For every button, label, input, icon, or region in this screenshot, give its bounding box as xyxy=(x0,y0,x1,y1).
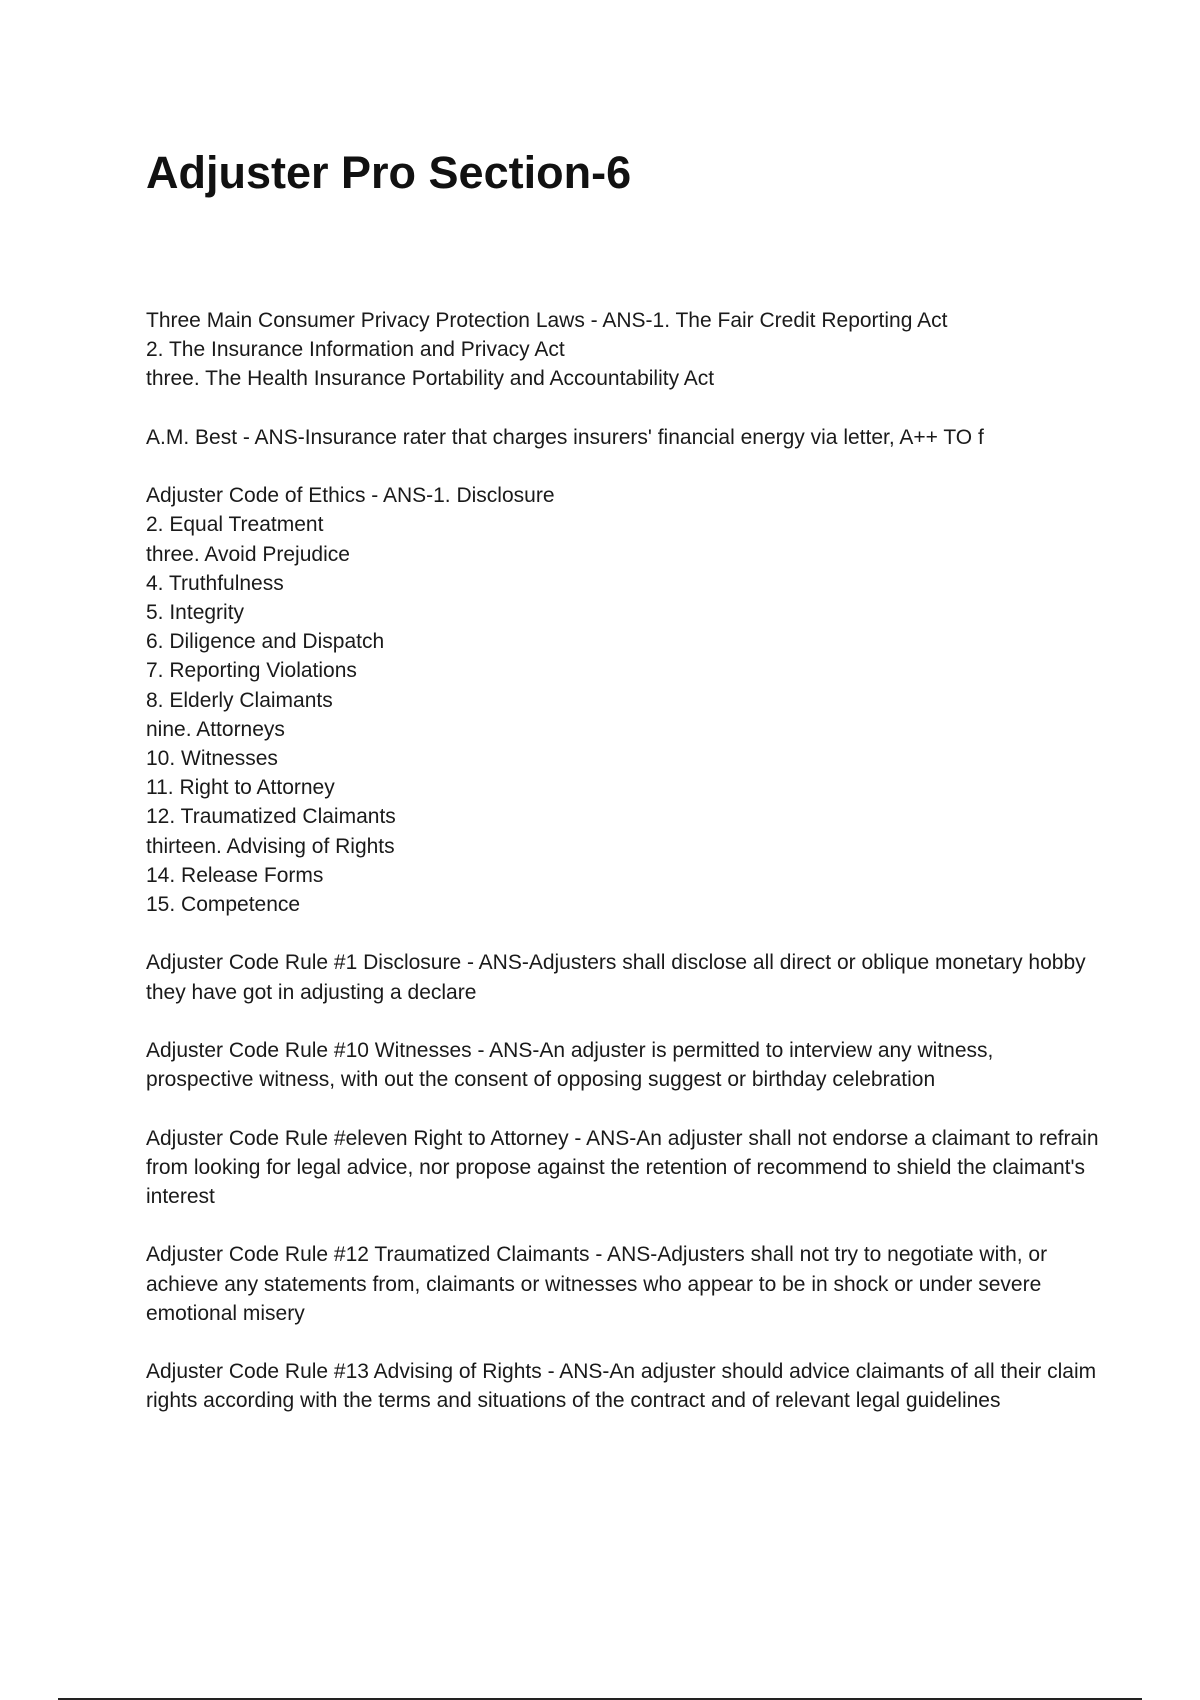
code-of-ethics-entry xyxy=(146,481,1106,919)
list-item: 14. Release Forms xyxy=(146,863,324,887)
list-item: 10. Witnesses xyxy=(146,747,278,771)
rule-10-entry xyxy=(146,1036,1106,1094)
entry-line: 2. The Insurance Information and Privacy Act xyxy=(146,338,565,362)
list-item: 2. Equal Treatment xyxy=(146,513,324,537)
entry-line: A.M. Best - ANS-Insurance rater that charges insurers' financial energy via letter, A++ TO f xyxy=(146,425,984,449)
am-best-entry xyxy=(146,423,1106,452)
list-item: three. Avoid Prejudice xyxy=(146,542,350,566)
document-body xyxy=(146,306,1106,1445)
rule-text: Adjuster Code Rule #13 Advising of Rights - ANS-An adjuster should advice claimants of all their claim rights according with the terms and situations of the contract and of relevant legal guidelines xyxy=(146,1360,1097,1413)
list-item: 5. Integrity xyxy=(146,601,245,624)
entry-line: Three Main Consumer Privacy Protection Laws - ANS-1. The Fair Credit Reporting Act xyxy=(146,309,948,332)
page-title: Adjuster Pro Section-6 xyxy=(146,147,632,198)
list-item: 7. Reporting Violations xyxy=(146,659,357,683)
rule-text: Adjuster Code Rule #12 Traumatized Claimants - ANS-Adjusters shall not try to negotiate with, or achieve any statements from, claimants or witnesses who appear to be in shock or under severe emotional misery xyxy=(146,1243,1048,1325)
list-item: 11. Right to Attorney xyxy=(146,776,335,800)
list-item: 12. Traumatized Claimants xyxy=(146,805,396,829)
rule-text: Adjuster Code Rule #1 Disclosure - ANS-Adjusters shall disclose all direct or oblique monetary hobby they have got in adjusting a declare xyxy=(146,951,1086,1004)
rule-11-entry xyxy=(146,1124,1106,1212)
list-item: thirteen. Advising of Rights xyxy=(146,834,395,858)
list-item: nine. Attorneys xyxy=(146,717,285,741)
rule-12-entry xyxy=(146,1240,1106,1328)
rule-text: Adjuster Code Rule #10 Witnesses - ANS-An adjuster is permitted to interview any witness, prospective witness, with out the consent of opposing suggest or birthday celebration xyxy=(146,1039,994,1092)
privacy-laws-entry xyxy=(146,306,1106,394)
rule-13-entry xyxy=(146,1357,1106,1415)
rule-1-entry xyxy=(146,948,1106,1006)
entry-line: three. The Health Insurance Portability and Accountability Act xyxy=(146,367,715,391)
list-item: 15. Competence xyxy=(146,893,301,917)
list-item: 4. Truthfulness xyxy=(146,571,284,595)
list-item: 8. Elderly Claimants xyxy=(146,688,333,712)
list-item: 6. Diligence and Dispatch xyxy=(146,630,385,654)
entry-line: Adjuster Code of Ethics - ANS-1. Disclosure xyxy=(146,484,555,508)
rule-text: Adjuster Code Rule #eleven Right to Attorney - ANS-An adjuster shall not endorse a claimant to refrain from looking for legal advice, nor propose against the retention of recommend to shield the claimant's interest xyxy=(146,1126,1099,1209)
